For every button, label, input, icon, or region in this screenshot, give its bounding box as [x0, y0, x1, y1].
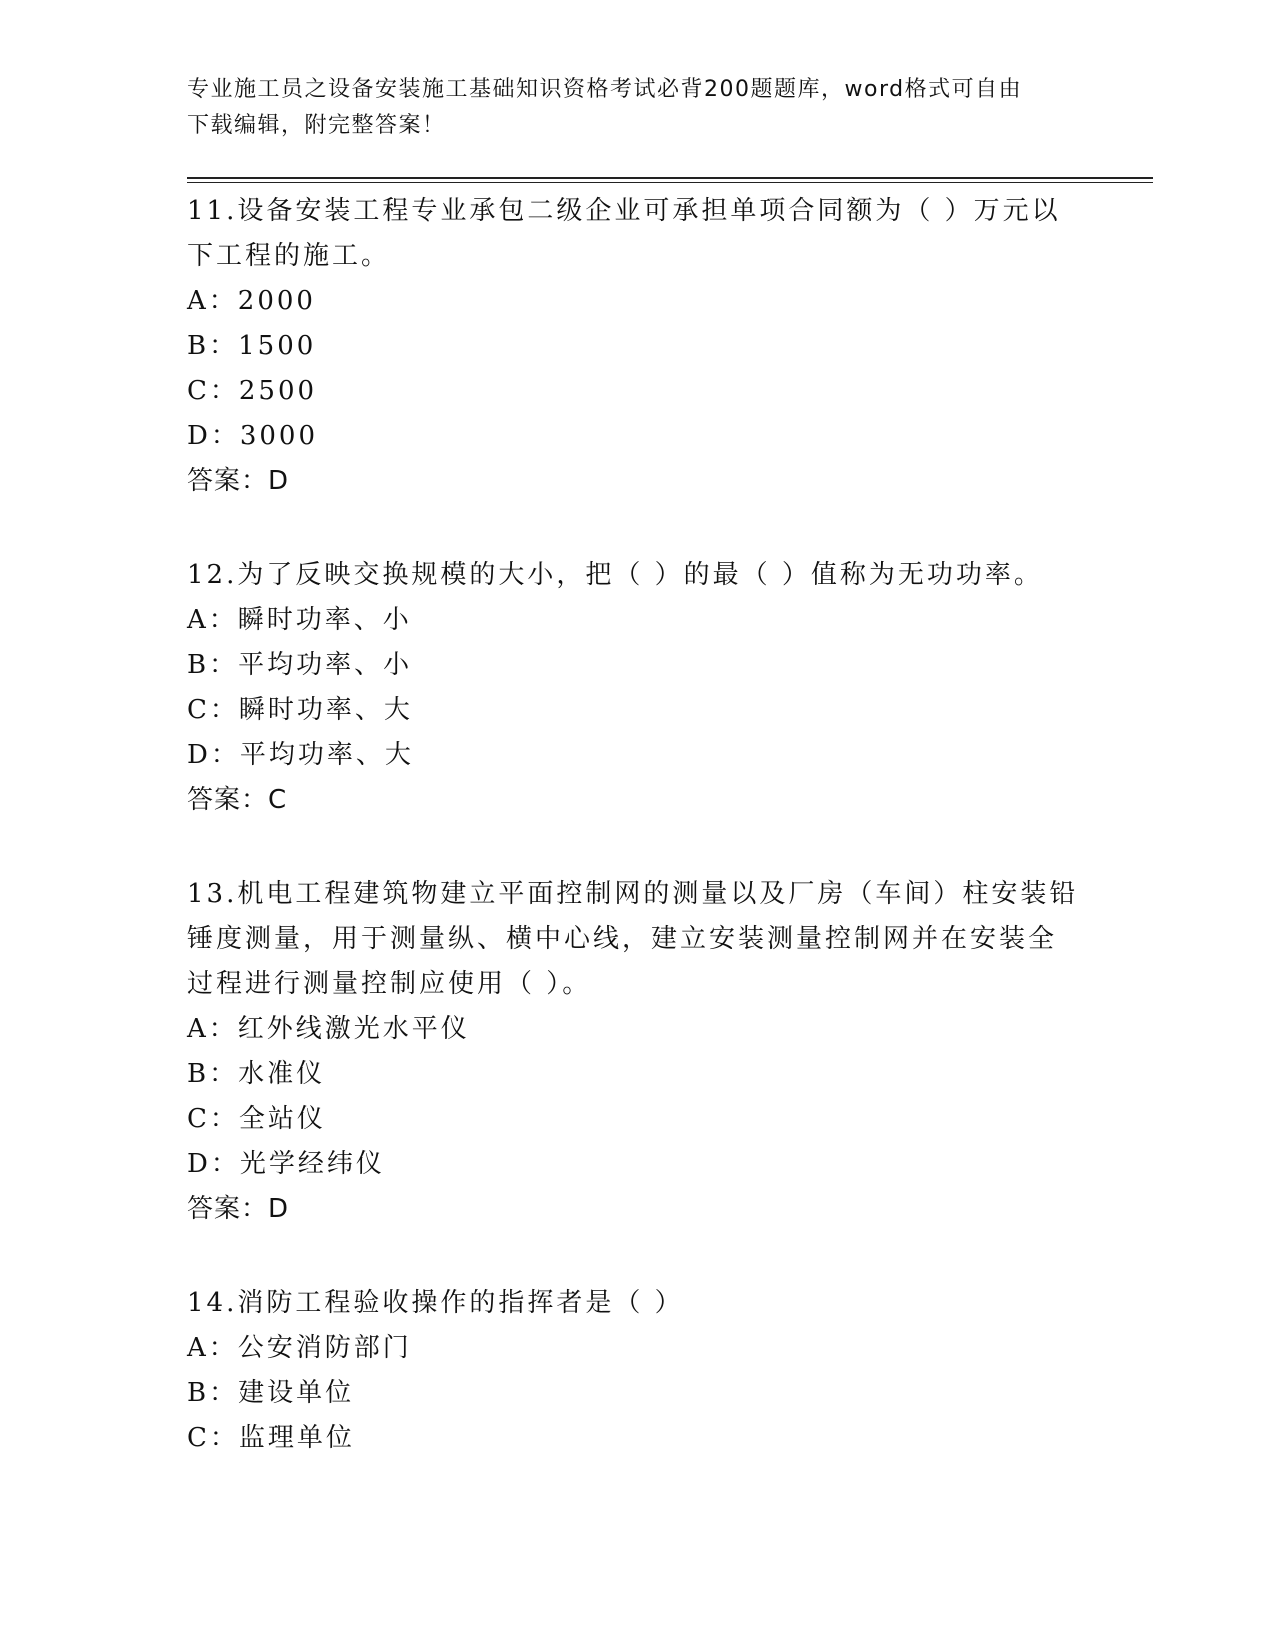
option-a: A：2000	[187, 286, 316, 316]
option-a: A：瞬时功率、小	[187, 605, 412, 635]
question-stem: 11.设备安装工程专业承包二级企业可承担单项合同额为（ ）万元以	[187, 196, 1061, 226]
question-14	[187, 1281, 1087, 1461]
answer: 答案：C	[187, 785, 288, 815]
option-d: D：平均功率、大	[187, 740, 414, 770]
option-b: B：建设单位	[187, 1378, 355, 1408]
question-stem: 14.消防工程验收操作的指挥者是（ ）	[187, 1288, 684, 1318]
question-12	[187, 553, 1087, 822]
question-13	[187, 872, 1087, 1231]
option-c: C：全站仪	[187, 1104, 326, 1134]
question-stem: 12.为了反映交换规模的大小，把（ ）的最（ ）值称为无功功率。	[187, 560, 1043, 590]
question-stem: 锤度测量，用于测量纵、横中心线，建立安装测量控制网并在安装全	[187, 924, 1058, 954]
option-a: A：红外线激光水平仪	[187, 1014, 470, 1044]
option-c: C：监理单位	[187, 1423, 355, 1453]
answer: 答案：D	[187, 466, 290, 496]
option-a: A：公安消防部门	[187, 1333, 412, 1363]
answer: 答案：D	[187, 1194, 290, 1224]
document-header	[187, 72, 1087, 144]
option-b: B：1500	[187, 331, 317, 361]
header-divider	[187, 182, 1153, 183]
question-stem: 过程进行测量控制应使用（ ）。	[187, 969, 592, 999]
header-divider	[187, 177, 1153, 179]
header-line: 下载编辑，附完整答案！	[187, 113, 446, 138]
question-stem: 13.机电工程建筑物建立平面控制网的测量以及厂房（车间）柱安装铅	[187, 879, 1079, 909]
option-c: C：瞬时功率、大	[187, 695, 413, 725]
option-c: C：2500	[187, 376, 318, 406]
option-b: B：水准仪	[187, 1059, 326, 1089]
question-list	[187, 189, 1087, 1511]
option-d: D：光学经纬仪	[187, 1149, 385, 1179]
option-d: D：3000	[187, 421, 319, 451]
option-b: B：平均功率、小	[187, 650, 413, 680]
question-11	[187, 189, 1087, 503]
header-line: 专业施工员之设备安装施工基础知识资格考试必背200题题库，word格式可自由	[187, 77, 1023, 102]
question-stem: 下工程的施工。	[187, 241, 391, 271]
